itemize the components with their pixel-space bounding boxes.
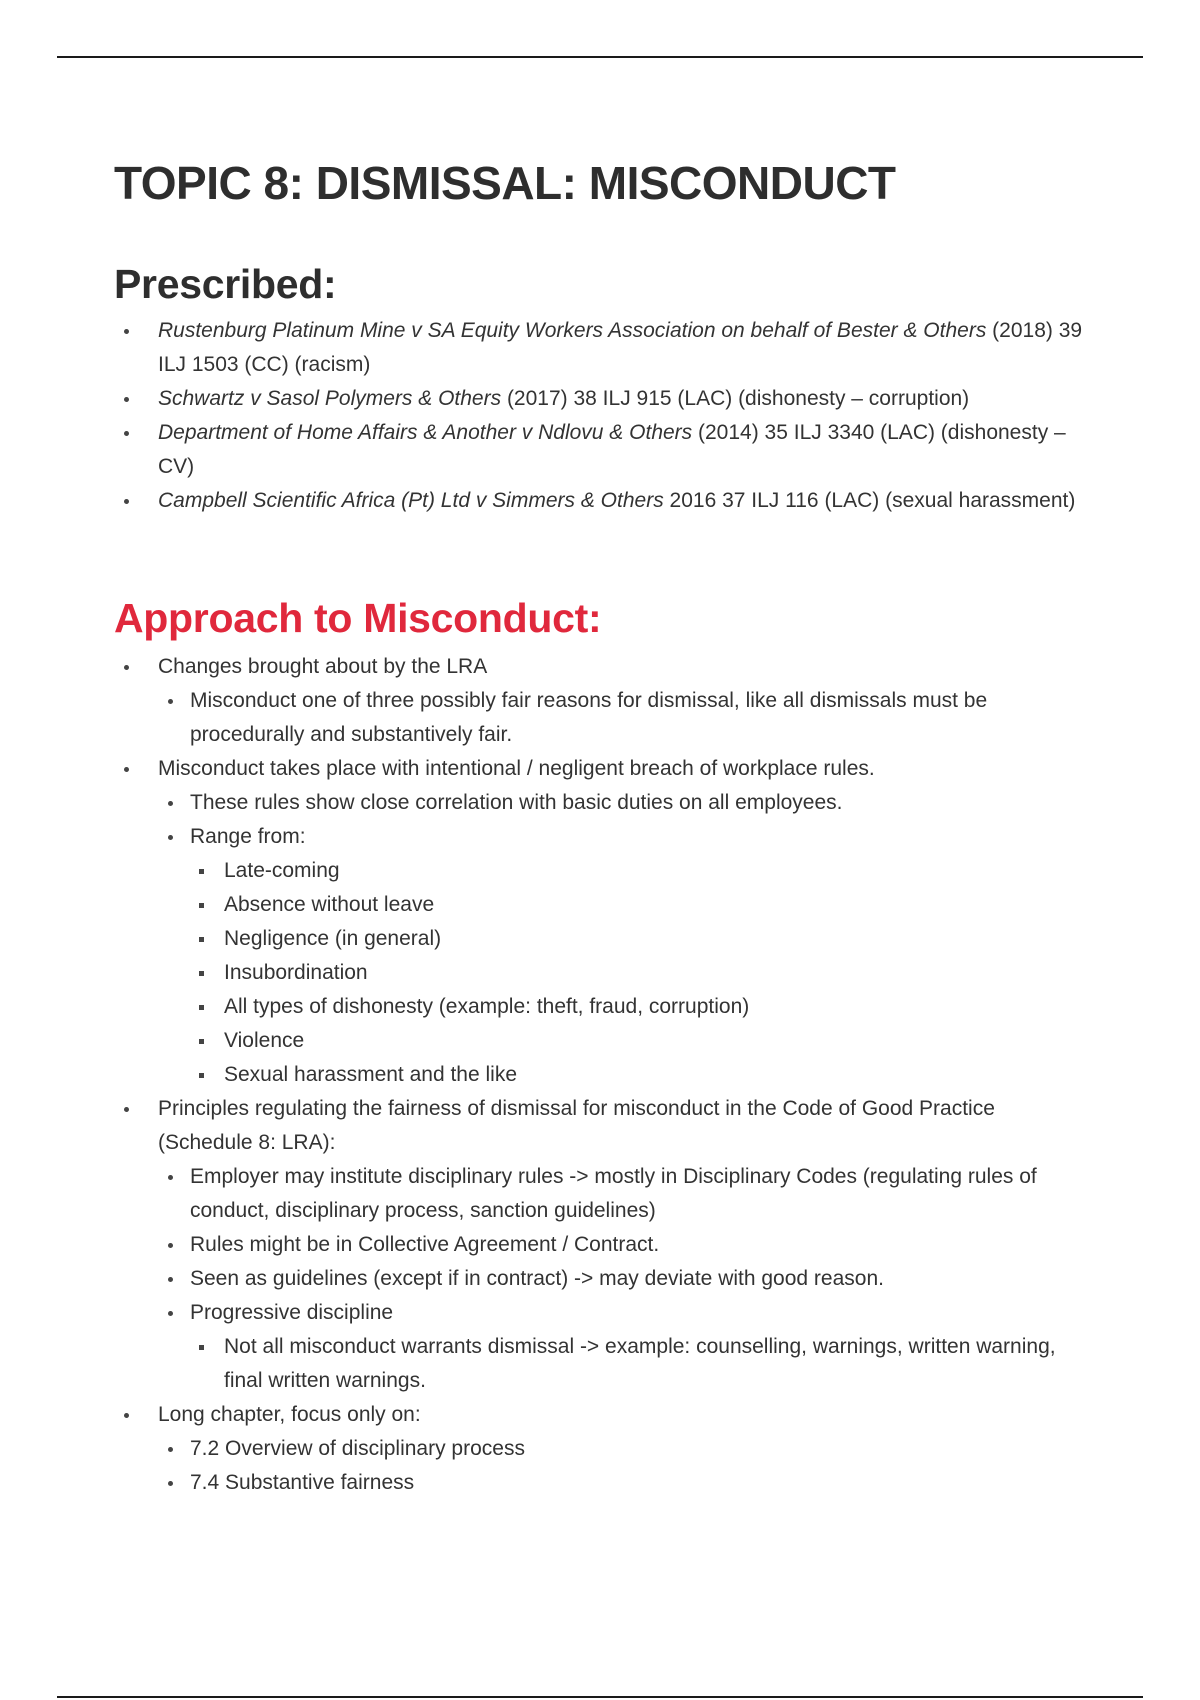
sub-list <box>158 1160 1094 1398</box>
list-item-text: Changes brought about by the LRA <box>158 655 488 678</box>
bullet-icon <box>124 499 129 504</box>
list-item-text: Rules might be in Collective Agreement / Contract. <box>190 1233 660 1256</box>
sub-sub-list <box>190 1330 1094 1398</box>
list-item-text: Late-coming <box>224 859 340 882</box>
page-title: TOPIC 8: DISMISSAL: MISCONDUCT <box>114 157 896 209</box>
list-item <box>158 1432 1094 1466</box>
sub-list <box>158 786 1094 1092</box>
case-citation: (2014) 35 ILJ 3340 (LAC) (dishonesty – CV) <box>158 421 1066 478</box>
list-item-text: Seen as guidelines (except if in contract) -> may deviate with good reason. <box>190 1267 884 1290</box>
top-rule <box>57 56 1143 58</box>
list-item-text: Principles regulating the fairness of dismissal for misconduct in the Code of Good Practice (Schedule 8: LRA): <box>158 1097 995 1154</box>
list-item-text: Progressive discipline <box>190 1301 394 1324</box>
bullet-icon <box>168 1277 173 1282</box>
list-item-text: Employer may institute disciplinary rules -> mostly in Disciplinary Codes (regulating rules of conduct, disciplinary process, sanction guidelines) <box>190 1165 1037 1222</box>
list-item <box>190 1058 1094 1092</box>
sub-sub-list <box>190 854 1094 1092</box>
square-bullet-icon <box>199 903 204 908</box>
list-item-text: Not all misconduct warrants dismissal -> example: counselling, warnings, written warning, final written warnings. <box>224 1335 1056 1392</box>
prescribed-list <box>114 314 1094 518</box>
prescribed-heading: Prescribed: <box>114 261 337 307</box>
list-item-text: Violence <box>224 1029 305 1052</box>
case-name: Campbell Scientific Africa (Pt) Ltd v Simmers & Others <box>158 489 664 512</box>
list-item <box>158 786 1094 820</box>
bullet-icon <box>124 767 129 772</box>
sub-list <box>158 684 1094 752</box>
list-item-text: All types of dishonesty (example: theft, fraud, corruption) <box>224 995 750 1018</box>
list-item <box>158 684 1094 752</box>
bullet-icon <box>124 431 129 436</box>
list-item <box>158 1296 1094 1398</box>
list-item-text: Misconduct takes place with intentional / negligent breach of workplace rules. <box>158 757 875 780</box>
square-bullet-icon <box>199 1039 204 1044</box>
case-citation: 2016 37 ILJ 116 (LAC) (sexual harassment) <box>663 489 1076 512</box>
square-bullet-icon <box>199 971 204 976</box>
list-item-text: 7.4 Substantive fairness <box>190 1471 415 1494</box>
square-bullet-icon <box>199 1073 204 1078</box>
square-bullet-icon <box>199 869 204 874</box>
bullet-icon <box>168 1447 173 1452</box>
bullet-icon <box>124 329 129 334</box>
case-citation: (2018) 39 ILJ 1503 (CC) (racism) <box>158 319 1083 376</box>
bottom-rule <box>57 1696 1143 1698</box>
list-item <box>114 1092 1094 1398</box>
list-item-text: Insubordination <box>224 961 368 984</box>
sub-list <box>158 1432 1094 1500</box>
list-item-text: Misconduct one of three possibly fair reasons for dismissal, like all dismissals must be procedurally and substantively fair. <box>190 689 988 746</box>
list-item-text: Range from: <box>190 825 306 848</box>
list-item-text: These rules show close correlation with basic duties on all employees. <box>190 791 843 814</box>
list-item <box>190 854 1094 888</box>
bullet-icon <box>168 1175 173 1180</box>
list-item <box>114 1398 1094 1500</box>
list-item-text: Sexual harassment and the like <box>224 1063 518 1086</box>
bullet-icon <box>168 801 173 806</box>
case-name: Rustenburg Platinum Mine v SA Equity Workers Association on behalf of Bester & Others <box>158 319 987 342</box>
bullet-icon <box>168 699 173 704</box>
bullet-icon <box>124 1413 129 1418</box>
list-item <box>190 1024 1094 1058</box>
list-item <box>114 416 1094 484</box>
square-bullet-icon <box>199 1345 204 1350</box>
bullet-icon <box>168 1243 173 1248</box>
case-citation: (2017) 38 ILJ 915 (LAC) (dishonesty – corruption) <box>501 387 970 410</box>
bullet-icon <box>168 835 173 840</box>
approach-list <box>114 650 1094 1500</box>
list-item <box>158 820 1094 1092</box>
bullet-icon <box>124 1107 129 1112</box>
square-bullet-icon <box>199 937 204 942</box>
list-item-text: Negligence (in general) <box>224 927 442 950</box>
list-item <box>158 1228 1094 1262</box>
list-item <box>190 956 1094 990</box>
document-body <box>114 150 1094 1500</box>
list-item <box>158 1160 1094 1228</box>
bullet-icon <box>168 1481 173 1486</box>
case-name: Schwartz v Sasol Polymers & Others <box>158 387 502 410</box>
approach-heading: Approach to Misconduct: <box>114 595 602 641</box>
list-item-text: 7.2 Overview of disciplinary process <box>190 1437 525 1460</box>
bullet-icon <box>124 397 129 402</box>
list-item <box>114 650 1094 752</box>
list-item-text: Absence without leave <box>224 893 435 916</box>
case-name: Department of Home Affairs & Another v Ndlovu & Others <box>158 421 693 444</box>
list-item <box>158 1466 1094 1500</box>
list-item <box>190 922 1094 956</box>
bullet-icon <box>124 665 129 670</box>
list-item <box>190 990 1094 1024</box>
list-item <box>114 484 1094 518</box>
list-item <box>158 1262 1094 1296</box>
list-item <box>114 752 1094 1092</box>
list-item-text: Long chapter, focus only on: <box>158 1403 421 1426</box>
list-item <box>190 1330 1094 1398</box>
bullet-icon <box>168 1311 173 1316</box>
list-item <box>114 382 1094 416</box>
square-bullet-icon <box>199 1005 204 1010</box>
list-item <box>190 888 1094 922</box>
list-item <box>114 314 1094 382</box>
